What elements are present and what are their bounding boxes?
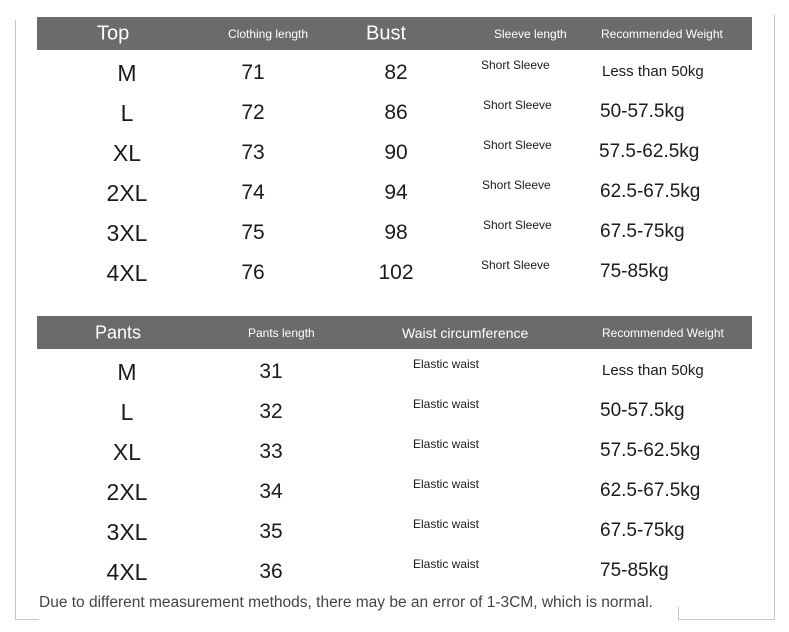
top-bust: 90 [384, 141, 408, 164]
pants-length: 32 [259, 400, 283, 423]
top-header-bust: Bust [366, 22, 407, 44]
pants-weight: 67.5-75kg [600, 520, 685, 541]
pants-header-waist: Waist circumference [402, 324, 529, 341]
pants-weight: 57.5-62.5kg [600, 440, 701, 461]
top-length: 72 [241, 101, 265, 124]
frame-bottom-left-line [15, 619, 39, 620]
top-table-row [37, 56, 752, 96]
pants-weight: 75-85kg [600, 560, 669, 581]
top-size: L [120, 100, 134, 126]
pants-length: 36 [259, 560, 283, 583]
top-sleeve: Short Sleeve [482, 178, 551, 192]
pants-table-row [37, 435, 752, 475]
top-sleeve: Short Sleeve [481, 258, 550, 272]
top-weight: 75-85kg [600, 261, 669, 282]
pants-table-row [37, 515, 752, 555]
pants-waist: Elastic waist [413, 517, 480, 531]
top-size: 3XL [106, 220, 148, 246]
pants-waist: Elastic waist [413, 557, 480, 571]
pants-size: L [120, 399, 134, 425]
top-size: 2XL [106, 180, 148, 206]
top-length: 75 [241, 221, 265, 244]
top-header-length: Clothing length [228, 26, 309, 41]
pants-table-row [37, 475, 752, 515]
frame-left-line [15, 20, 16, 620]
pants-weight: Less than 50kg [602, 362, 704, 379]
pants-weight: 62.5-67.5kg [600, 480, 701, 501]
pants-table-row [37, 395, 752, 435]
pants-weight: 50-57.5kg [600, 400, 685, 421]
top-bust: 94 [384, 181, 408, 204]
pants-size: 2XL [106, 479, 148, 505]
pants-header-size: Pants [95, 322, 142, 342]
pants-table-row [37, 355, 752, 395]
top-sleeve: Short Sleeve [483, 98, 552, 112]
pants-waist: Elastic waist [413, 397, 480, 411]
pants-size: 3XL [106, 519, 148, 545]
pants-length: 33 [259, 440, 283, 463]
top-length: 74 [241, 181, 265, 204]
pants-size: 4XL [106, 559, 148, 585]
top-sleeve: Short Sleeve [483, 218, 552, 232]
top-bust: 98 [384, 221, 408, 244]
top-weight: 57.5-62.5kg [599, 141, 700, 162]
pants-waist: Elastic waist [413, 437, 480, 451]
pants-waist: Elastic waist [413, 357, 480, 371]
top-length: 71 [241, 61, 265, 84]
top-header-sleeve: Sleeve length [494, 26, 567, 41]
top-table-row [37, 96, 752, 136]
frame-corner-tick [678, 607, 679, 620]
top-weight: 62.5-67.5kg [600, 181, 701, 202]
top-size: 4XL [106, 260, 148, 286]
pants-table-row [37, 555, 752, 595]
frame-right-line [774, 15, 775, 620]
pants-size: M [117, 359, 137, 385]
frame-bottom-right-line [678, 619, 775, 620]
pants-size: XL [112, 439, 142, 465]
pants-length: 35 [259, 520, 283, 543]
top-size: XL [112, 140, 142, 166]
pants-length: 34 [259, 480, 283, 503]
top-bust: 86 [384, 101, 408, 124]
pants-length: 31 [259, 360, 283, 383]
top-table-row [37, 216, 752, 256]
top-table-row [37, 176, 752, 216]
top-length: 73 [241, 141, 265, 164]
top-table-row [37, 256, 752, 296]
pants-header-length: Pants length [248, 325, 315, 340]
top-header-weight: Recommended Weight [601, 26, 723, 41]
top-sleeve: Short Sleeve [481, 58, 550, 72]
top-bust: 102 [378, 261, 414, 284]
top-weight: 67.5-75kg [600, 221, 685, 242]
pants-table-header [37, 316, 752, 349]
measurement-footnote: Due to different measurement methods, there may be an error of 1-3CM, which is normal. [39, 594, 653, 611]
top-table-header [37, 17, 752, 50]
top-bust: 82 [384, 61, 408, 84]
top-size: M [117, 60, 137, 86]
pants-waist: Elastic waist [413, 477, 480, 491]
top-sleeve: Short Sleeve [483, 138, 552, 152]
top-table-row [37, 136, 752, 176]
top-weight: Less than 50kg [602, 63, 704, 80]
top-weight: 50-57.5kg [600, 101, 685, 122]
top-length: 76 [241, 261, 265, 284]
pants-header-weight: Recommended Weight [602, 325, 724, 340]
top-header-size: Top [97, 22, 130, 44]
